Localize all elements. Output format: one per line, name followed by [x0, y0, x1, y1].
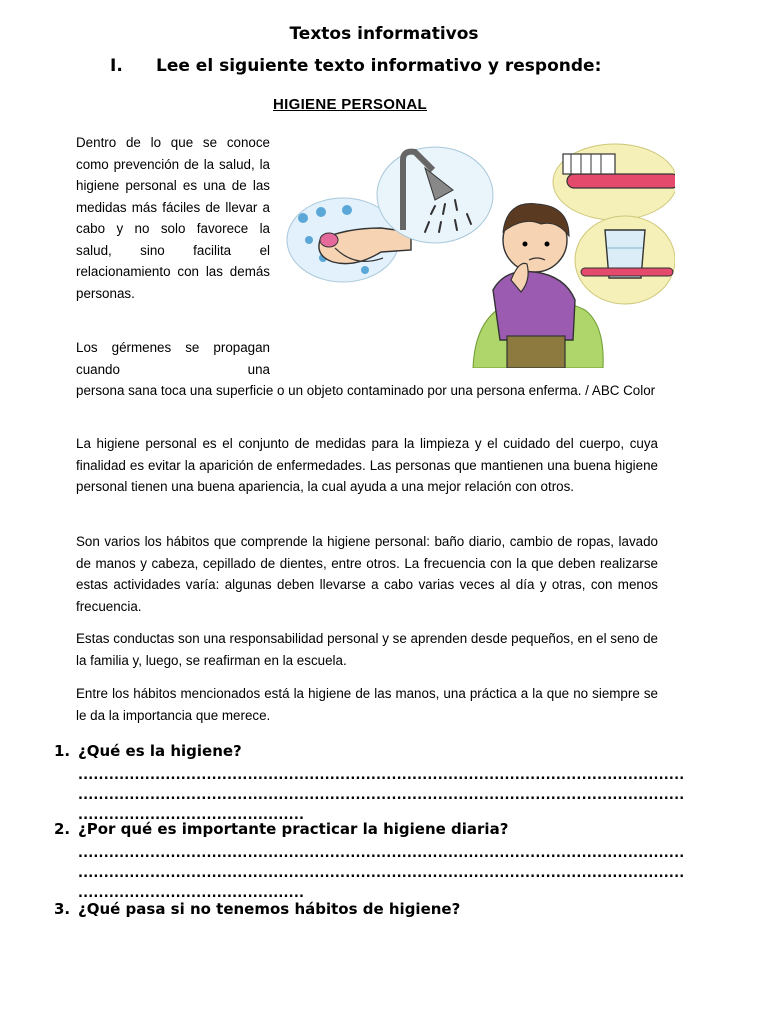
answer-line-1a[interactable]: ...................................................................................................................... [78, 768, 685, 783]
question-2 [54, 820, 694, 838]
answer-line-1c[interactable]: ............................................ [78, 808, 305, 823]
reading-germs-paragraph-start: Los gérmenes se propagan cuando una [76, 340, 270, 377]
reading-germs-paragraph-continued: persona sana toca una superficie o un objeto contaminado por una persona enferma. / ABC Color [76, 383, 656, 398]
reading-paragraph-3: Estas conductas son una responsabilidad personal y se aprenden desde pequeños, en el seno de la familia y, luego, se reafirman en la escuela. [76, 631, 658, 668]
reading-title: HIGIENE PERSONAL [273, 96, 427, 113]
hygiene-illustration [285, 140, 675, 368]
reading-intro-paragraph: Dentro de lo que se conoce como prevención de la salud, la higiene personal es una de las medidas más fáciles de llevar a cabo y no solo favorece la salud, sino facilita el relacionamiento con las demás personas. [76, 135, 270, 301]
question-1-number: 1. [54, 742, 71, 760]
question-3 [54, 900, 694, 918]
toothbrush-icon [553, 144, 675, 220]
question-3-text: ¿Qué pasa si no tenemos hábitos de higiene? [78, 900, 461, 918]
reading-paragraph-4: Entre los hábitos mencionados está la higiene de las manos, una práctica a la que no siempre se le da la importancia que merece. [76, 686, 658, 723]
question-1-text: ¿Qué es la higiene? [78, 742, 242, 760]
answer-line-2b[interactable]: ...................................................................................................................... [78, 866, 685, 881]
page-title: Textos informativos [289, 24, 479, 44]
water-glass-icon [575, 216, 675, 304]
shower-icon [377, 147, 493, 243]
answer-line-2c[interactable]: ............................................ [78, 886, 305, 901]
question-2-text: ¿Por qué es importante practicar la higiene diaria? [78, 820, 509, 838]
instruction-heading [110, 56, 601, 76]
question-1 [54, 742, 694, 760]
thinking-boy-icon [473, 204, 603, 368]
question-3-number: 3. [54, 900, 71, 918]
answer-line-2a[interactable]: ...................................................................................................................... [78, 846, 685, 861]
answer-line-1b[interactable]: ...................................................................................................................... [78, 788, 685, 803]
reading-paragraph-2: Son varios los hábitos que comprende la higiene personal: baño diario, cambio de ropas, lavado de manos y cabeza, cepillado de dientes, entre otros. La frecuencia con la que deben realizarse estas actividades varía: algunas deben llevarse a cabo varias veces al día y otras, con menos frecuencia. [76, 534, 658, 614]
instruction-number: I. [110, 56, 123, 76]
question-2-number: 2. [54, 820, 71, 838]
reading-paragraph-1: La higiene personal es el conjunto de medidas para la limpieza y el cuidado del cuerpo, cuya finalidad es evitar la aparición de enfermedades. Las personas que mantienen una buena higiene personal tienen una buena apariencia, la cual ayuda a una mejor relación con otros. [76, 436, 658, 494]
instruction-text: Lee el siguiente texto informativo y responde: [156, 56, 602, 76]
